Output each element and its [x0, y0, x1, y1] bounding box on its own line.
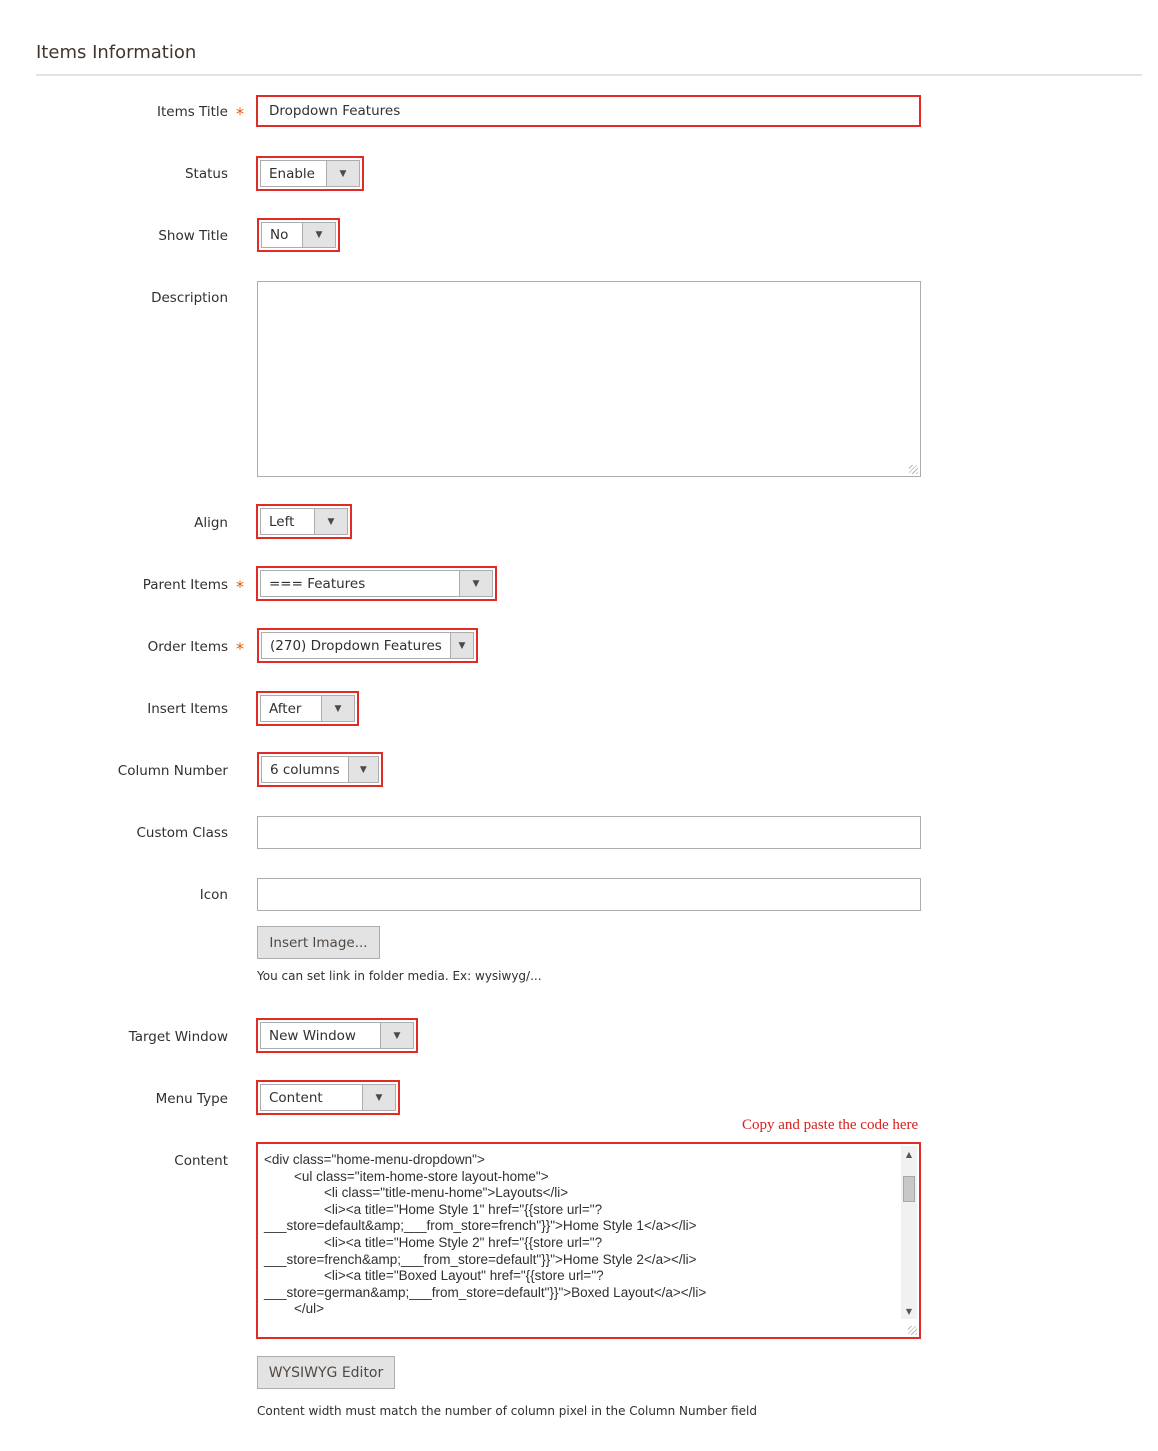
- content-code-textarea[interactable]: <div class="home-menu-dropdown"> <ul class="item-home-store layout-home"> <li class="title-menu-home">Layouts</li> <li><a title="Home Style 1" href="{{store url="?___store=default&amp;___from_store=french"}}">Home Style 1</a></li> <li><a title="Home Style 2" href="{{store url="?___store=french&amp;___from_store=default"}}">Home Style 2</a></li> <li><a title="Boxed Layout" href="{{store url="?___store=german&amp;___from_store=default"}}">Boxed Layout</a></li> </ul>: [264, 1152, 707, 1317]
- menu-type-select[interactable]: [260, 1084, 396, 1111]
- content-highlight: [256, 1142, 921, 1339]
- column-number-select[interactable]: [261, 756, 379, 783]
- icon-label: Icon: [199, 887, 228, 903]
- chevron-down-icon: ▼: [380, 1023, 413, 1048]
- chevron-down-icon: ▼: [302, 223, 335, 247]
- status-label: Status: [184, 166, 228, 182]
- scroll-up-arrow-icon[interactable]: ▲: [905, 1149, 913, 1159]
- content-label: Content: [174, 1153, 228, 1169]
- parent-items-highlight: [256, 566, 497, 601]
- items-title-input[interactable]: [258, 97, 919, 125]
- chevron-down-icon: ▼: [321, 696, 354, 721]
- resize-handle-icon[interactable]: [908, 1326, 917, 1335]
- required-marker: *: [236, 639, 244, 658]
- chevron-down-icon: ▼: [326, 161, 359, 186]
- chevron-down-icon: ▼: [459, 571, 492, 596]
- show-title-label: Show Title: [158, 228, 228, 244]
- required-marker: *: [236, 577, 244, 596]
- status-highlight: [256, 156, 364, 191]
- insert-items-label: Insert Items: [147, 701, 228, 717]
- chevron-down-icon: ▼: [362, 1085, 395, 1110]
- target-window-highlight: [256, 1018, 418, 1053]
- order-items-label: Order Items: [147, 639, 228, 655]
- parent-items-value: === Features: [269, 575, 366, 592]
- column-number-value: 6 columns: [270, 761, 340, 778]
- show-title-select[interactable]: [261, 222, 336, 248]
- status-value: Enable: [269, 165, 315, 182]
- custom-class-label: Custom Class: [136, 825, 228, 841]
- target-window-select[interactable]: [260, 1022, 414, 1049]
- order-items-highlight: [257, 628, 478, 663]
- target-window-value: New Window: [269, 1027, 356, 1044]
- order-items-value: (270) Dropdown Features: [270, 637, 442, 654]
- order-items-select[interactable]: [261, 632, 474, 659]
- chevron-down-icon: ▼: [450, 633, 473, 658]
- custom-class-input[interactable]: [257, 816, 921, 849]
- insert-items-highlight: [256, 691, 359, 726]
- description-textarea[interactable]: [257, 281, 921, 477]
- icon-wrapper: [257, 878, 921, 911]
- insert-items-value: After: [269, 700, 302, 717]
- section-title: Items Information: [36, 42, 197, 63]
- chevron-down-icon: ▼: [314, 509, 347, 534]
- resize-handle-icon[interactable]: [909, 465, 918, 474]
- content-scrollbar[interactable]: [901, 1146, 917, 1319]
- align-label: Align: [194, 515, 228, 531]
- content-note: Content width must match the number of column pixel in the Column Number field: [257, 1404, 757, 1418]
- chevron-down-icon: ▼: [348, 757, 378, 782]
- icon-note: You can set link in folder media. Ex: wysiwyg/...: [257, 969, 542, 983]
- insert-image-button[interactable]: Insert Image...: [257, 926, 380, 959]
- items-title-label: Items Title: [157, 104, 228, 120]
- show-title-value: No: [270, 227, 289, 243]
- required-marker: *: [236, 104, 244, 123]
- parent-items-label: Parent Items: [142, 577, 228, 593]
- menu-type-label: Menu Type: [155, 1091, 228, 1107]
- copy-paste-annotation: Copy and paste the code here: [742, 1117, 919, 1133]
- section-divider: [36, 74, 1142, 76]
- show-title-highlight: [257, 218, 340, 252]
- column-number-label: Column Number: [117, 763, 228, 779]
- wysiwyg-editor-button[interactable]: WYSIWYG Editor: [257, 1356, 395, 1389]
- target-window-label: Target Window: [128, 1029, 228, 1045]
- status-select[interactable]: [260, 160, 360, 187]
- items-title-highlight: [256, 95, 921, 127]
- menu-type-value: Content: [269, 1089, 323, 1106]
- scroll-down-arrow-icon[interactable]: ▼: [905, 1306, 913, 1316]
- icon-input[interactable]: [257, 878, 921, 911]
- description-label: Description: [151, 290, 228, 306]
- parent-items-select[interactable]: [260, 570, 493, 597]
- scroll-thumb[interactable]: [903, 1176, 915, 1202]
- align-highlight: [256, 504, 352, 539]
- align-select[interactable]: [260, 508, 348, 535]
- column-number-highlight: [257, 752, 383, 787]
- custom-class-wrapper: [257, 816, 921, 849]
- insert-items-select[interactable]: [260, 695, 355, 722]
- align-value: Left: [269, 513, 295, 530]
- menu-type-highlight: [256, 1080, 400, 1115]
